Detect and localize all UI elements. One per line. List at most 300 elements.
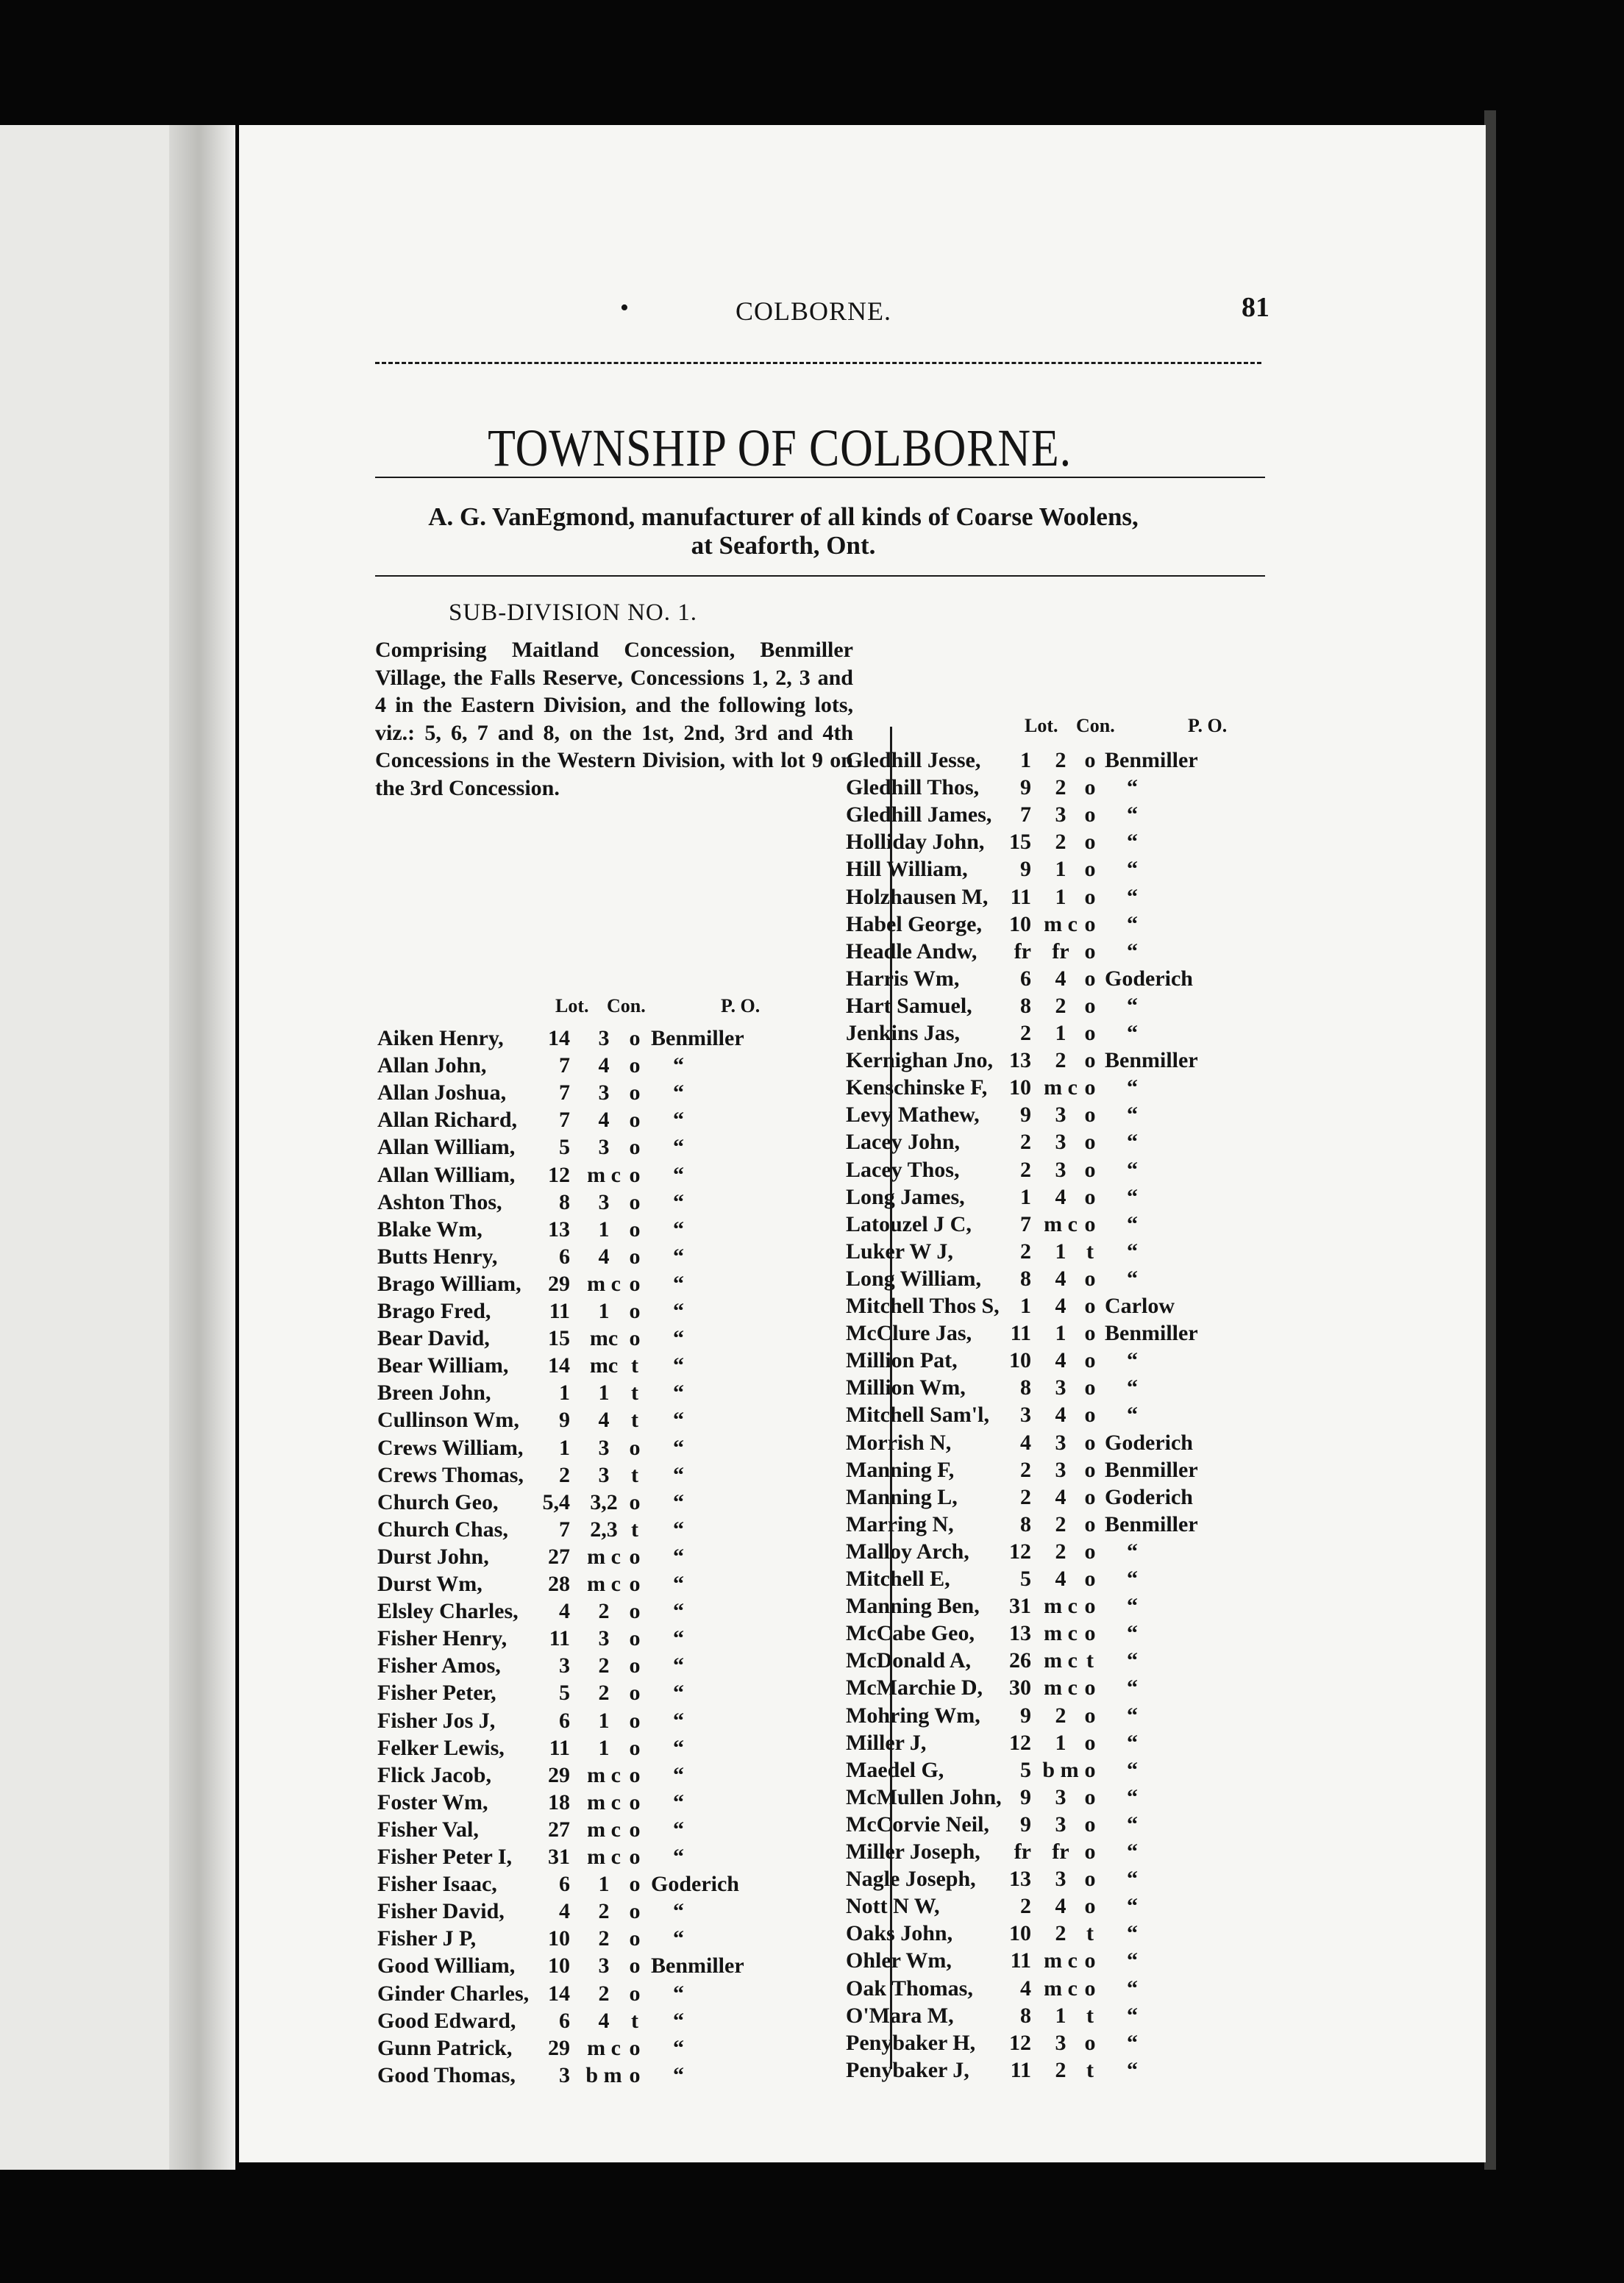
- entry-name: Manning L,: [846, 1484, 958, 1509]
- entry-post-office: “: [1127, 830, 1138, 855]
- entry-name: Allan Richard,: [377, 1108, 518, 1133]
- entry-tenure: o: [629, 1762, 641, 1787]
- entry-post-office: “: [673, 1899, 684, 1924]
- entry-name: Headle Andw,: [846, 939, 977, 964]
- entry-post-office: “: [673, 1108, 684, 1133]
- entry-tenure: o: [1084, 748, 1096, 772]
- entry-name: Good William,: [377, 1953, 516, 1979]
- entry-post-office: “: [1127, 1648, 1138, 1673]
- list-item: [846, 1021, 1302, 1048]
- entry-lot: 11: [1010, 2057, 1031, 2082]
- entry-con: m c: [587, 1845, 621, 1869]
- entry-lot: 26: [1009, 1648, 1031, 1673]
- list-item: [846, 1431, 1302, 1458]
- entry-lot: 12: [1009, 1539, 1031, 1564]
- list-item: [846, 1675, 1302, 1703]
- entry-con: 3: [1055, 2030, 1066, 2055]
- entry-con: 4: [1055, 1484, 1066, 1509]
- entry-con: m c: [587, 1544, 621, 1569]
- entry-con: m c: [1044, 911, 1078, 936]
- entry-con: 1: [1055, 884, 1066, 909]
- entry-post-office: Goderich: [1105, 966, 1193, 991]
- entry-lot: 9: [1020, 1812, 1031, 1837]
- entry-tenure: o: [1084, 1184, 1096, 1209]
- entry-name: Fisher Isaac,: [377, 1872, 497, 1897]
- list-item: [377, 1026, 833, 1053]
- entry-lot: 12: [1009, 1730, 1031, 1755]
- entry-post-office: “: [673, 1681, 684, 1706]
- entry-lot: 27: [548, 1544, 570, 1569]
- entry-post-office: Goderich: [1105, 1430, 1193, 1455]
- entry-lot: 11: [549, 1299, 570, 1323]
- list-item: [377, 1709, 833, 1736]
- list-item: [377, 1108, 833, 1135]
- list-item: [377, 1381, 833, 1408]
- entry-con: 3: [598, 1189, 610, 1214]
- list-item: [846, 2058, 1302, 2085]
- entry-post-office: “: [1127, 1348, 1138, 1373]
- entry-tenure: o: [1084, 1348, 1096, 1373]
- entry-tenure: o: [629, 1899, 641, 1924]
- page-edge: [1484, 110, 1496, 2170]
- entry-name: Million Wm,: [846, 1375, 966, 1400]
- entry-post-office: “: [1127, 1812, 1138, 1837]
- entry-name: Crews Thomas,: [377, 1462, 524, 1487]
- entry-post-office: “: [1127, 1703, 1138, 1728]
- list-item: [377, 1545, 833, 1572]
- entry-tenure: o: [1084, 1703, 1096, 1728]
- entry-lot: 6: [559, 1708, 570, 1733]
- list-item: [377, 1080, 833, 1108]
- entry-tenure: o: [1084, 1157, 1096, 1182]
- list-item: [846, 1321, 1302, 1348]
- entry-lot: 1: [1020, 748, 1031, 772]
- entry-name: Gledhill Thos,: [846, 775, 980, 800]
- advertisement-line-2: at Seaforth, Ont.: [691, 531, 876, 560]
- entry-lot: 1: [559, 1435, 570, 1460]
- list-item: [846, 1239, 1302, 1267]
- entry-con: m c: [1044, 1675, 1078, 1700]
- entry-name: Long William,: [846, 1266, 981, 1291]
- entry-name: Long James,: [846, 1184, 965, 1209]
- entry-post-office: “: [673, 1217, 684, 1242]
- entry-tenure: o: [1084, 2030, 1096, 2055]
- entry-con: 3,2: [590, 1489, 618, 1514]
- entry-con: 1: [598, 1299, 610, 1323]
- entry-lot: 6: [559, 1244, 570, 1269]
- list-item: [846, 1212, 1302, 1239]
- entry-post-office: “: [1127, 2030, 1138, 2055]
- entry-tenure: o: [629, 1681, 641, 1706]
- list-item: [377, 1272, 833, 1299]
- entry-tenure: o: [1084, 993, 1096, 1018]
- entry-con: 1: [598, 1872, 610, 1897]
- entry-name: Hart Samuel,: [846, 993, 972, 1018]
- list-item: [377, 1845, 833, 1872]
- list-item: [377, 1626, 833, 1653]
- entry-lot: 8: [1020, 993, 1031, 1018]
- po-header: P. O.: [721, 995, 761, 1016]
- entry-lot: 1: [1020, 1294, 1031, 1318]
- entry-lot: 9: [559, 1408, 570, 1433]
- list-item: [846, 1867, 1302, 1894]
- entry-con: m c: [1044, 1594, 1078, 1619]
- entry-tenure: t: [631, 2008, 638, 2033]
- entry-lot: 2: [1020, 1239, 1031, 1264]
- list-item: [377, 1217, 833, 1244]
- entry-tenure: o: [1084, 1430, 1096, 1455]
- entry-con: m c: [587, 1162, 621, 1187]
- entry-con: 3: [1055, 1430, 1066, 1455]
- entry-name: Allan William,: [377, 1162, 516, 1187]
- entry-name: Elsley Charles,: [377, 1599, 519, 1624]
- entry-name: Fisher Val,: [377, 1817, 479, 1842]
- directory-page: [239, 125, 1486, 2162]
- list-item: [846, 1839, 1302, 1867]
- entry-post-office: “: [673, 1544, 684, 1569]
- list-item: [846, 1267, 1302, 1294]
- header-rule: [375, 362, 1261, 364]
- entry-tenure: o: [1084, 1784, 1096, 1809]
- list-item: [846, 1894, 1302, 1921]
- entry-tenure: o: [629, 1653, 641, 1678]
- entry-con: 1: [598, 1735, 610, 1760]
- entry-lot: 29: [548, 1271, 570, 1296]
- entry-name: Durst Wm,: [377, 1572, 482, 1596]
- list-item: [846, 1130, 1302, 1157]
- entry-lot: 29: [548, 1762, 570, 1787]
- entry-lot: 3: [559, 2062, 570, 2087]
- entry-lot: 11: [549, 1626, 570, 1651]
- entry-tenure: o: [1084, 1211, 1096, 1236]
- entry-name: Habel George,: [846, 911, 982, 936]
- entry-con: 4: [598, 1244, 610, 1269]
- entry-name: Luker W J,: [846, 1239, 953, 1264]
- entry-post-office: “: [673, 1735, 684, 1760]
- list-item: [846, 857, 1302, 884]
- entry-name: Lacey Thos,: [846, 1157, 960, 1182]
- entry-tenure: o: [1084, 1867, 1096, 1892]
- entry-lot: 8: [1020, 1375, 1031, 1400]
- entry-lot: 10: [548, 1926, 570, 1951]
- list-item: [377, 1736, 833, 1763]
- entry-con: 2: [598, 1599, 610, 1624]
- entry-con: 4: [1055, 1184, 1066, 1209]
- entry-lot: 6: [559, 1872, 570, 1897]
- entry-lot: 27: [548, 1817, 570, 1842]
- entry-lot: 9: [1020, 1703, 1031, 1728]
- list-item: [846, 1458, 1302, 1485]
- entry-con: 1: [1055, 857, 1066, 882]
- entry-lot: 13: [1009, 1621, 1031, 1646]
- entry-post-office: “: [1127, 1021, 1138, 1045]
- entry-tenure: o: [629, 1189, 641, 1214]
- entry-name: Million Pat,: [846, 1348, 958, 1373]
- entry-tenure: o: [629, 1053, 641, 1078]
- entry-tenure: o: [1084, 966, 1096, 991]
- entry-con: 4: [598, 1408, 610, 1433]
- entry-name: McMarchie D,: [846, 1675, 983, 1700]
- entry-name: Nott N W,: [846, 1894, 940, 1919]
- entry-name: Foster Wm,: [377, 1789, 488, 1814]
- list-item: [377, 1953, 833, 1981]
- entry-tenure: t: [1086, 1648, 1094, 1673]
- entry-post-office: “: [673, 1326, 684, 1351]
- list-item: [846, 966, 1302, 994]
- entry-name: Manning F,: [846, 1457, 955, 1482]
- entry-post-office: “: [1127, 911, 1138, 936]
- entry-post-office: “: [673, 2008, 684, 2033]
- list-item: [377, 1790, 833, 1817]
- entry-name: Brago Fred,: [377, 1299, 491, 1323]
- entry-post-office: “: [1127, 1103, 1138, 1128]
- list-item: [846, 1812, 1302, 1839]
- entry-name: Ginder Charles,: [377, 1981, 530, 2006]
- entry-tenure: o: [629, 1599, 641, 1624]
- entry-con: mc: [589, 1353, 619, 1378]
- entry-name: Flick Jacob,: [377, 1762, 491, 1787]
- entry-con: 4: [1055, 1294, 1066, 1318]
- list-item: [377, 1899, 833, 1926]
- entry-con: 2: [598, 1653, 610, 1678]
- list-item: [377, 1926, 833, 1953]
- entry-lot: 5: [1020, 1567, 1031, 1591]
- entry-lot: 5: [559, 1681, 570, 1706]
- entry-name: Allan John,: [377, 1053, 487, 1078]
- entry-name: Oak Thomas,: [846, 1976, 973, 2001]
- entry-lot: 13: [1009, 1867, 1031, 1892]
- entry-post-office: “: [673, 1708, 684, 1733]
- entry-post-office: Benmiller: [1105, 748, 1198, 772]
- entry-lot: 4: [559, 1599, 570, 1624]
- entry-name: Ohler Wm,: [846, 1948, 952, 1973]
- entry-post-office: “: [1127, 1184, 1138, 1209]
- entry-lot: 8: [559, 1189, 570, 1214]
- entry-name: Bear David,: [377, 1326, 490, 1351]
- entry-post-office: “: [1127, 1757, 1138, 1782]
- list-item: [846, 939, 1302, 966]
- entry-con: 4: [1055, 1403, 1066, 1428]
- entry-name: Lacey John,: [846, 1130, 961, 1155]
- entry-tenure: o: [1084, 1457, 1096, 1482]
- entry-lot: 14: [548, 1353, 570, 1378]
- entry-name: Gledhill Jesse,: [846, 748, 981, 772]
- con-header: Con.: [607, 995, 646, 1016]
- entry-lot: 2: [1020, 1021, 1031, 1045]
- entry-tenure: t: [631, 1517, 638, 1542]
- entry-post-office: “: [673, 1599, 684, 1624]
- entry-lot: 13: [548, 1217, 570, 1242]
- entry-name: Nagle Joseph,: [846, 1867, 976, 1892]
- entry-post-office: “: [1127, 1266, 1138, 1291]
- entry-con: 3: [598, 1435, 610, 1460]
- entry-lot: 13: [1009, 1048, 1031, 1073]
- entry-con: m c: [1044, 1648, 1078, 1673]
- list-item: [846, 1567, 1302, 1594]
- list-item: [377, 1135, 833, 1162]
- entry-con: 2: [1055, 748, 1066, 772]
- list-item: [846, 1375, 1302, 1403]
- list-item: [846, 1158, 1302, 1185]
- entry-name: McClure Jas,: [846, 1321, 972, 1346]
- entry-name: Maedel G,: [846, 1757, 944, 1782]
- entry-lot: 5: [559, 1135, 570, 1160]
- entry-lot: 7: [559, 1053, 570, 1078]
- entry-con: 2: [598, 1899, 610, 1924]
- entry-name: Good Thomas,: [377, 2062, 516, 2087]
- entry-lot: 9: [1020, 1784, 1031, 1809]
- entry-name: Butts Henry,: [377, 1244, 498, 1269]
- entry-tenure: o: [629, 1326, 641, 1351]
- entry-name: Fisher J P,: [377, 1926, 477, 1951]
- entry-lot: 10: [1009, 911, 1031, 936]
- entry-tenure: o: [629, 1489, 641, 1514]
- entry-tenure: o: [1084, 1621, 1096, 1646]
- entry-name: Breen John,: [377, 1381, 491, 1406]
- entry-lot: 2: [1020, 1457, 1031, 1482]
- title-rule: [375, 477, 1265, 478]
- entry-post-office: “: [1127, 1130, 1138, 1155]
- entry-lot: 11: [1010, 1321, 1031, 1346]
- entry-tenure: o: [1084, 1321, 1096, 1346]
- entry-con: 3: [1055, 1867, 1066, 1892]
- entry-lot: 30: [1009, 1675, 1031, 1700]
- entry-lot: 8: [1020, 1511, 1031, 1536]
- entry-con: 3: [598, 1953, 610, 1979]
- entry-name: Mohring Wm,: [846, 1703, 980, 1728]
- entry-post-office: Carlow: [1105, 1294, 1175, 1318]
- entry-post-office: “: [673, 1080, 684, 1105]
- entry-con: 1: [598, 1381, 610, 1406]
- entry-name: Hill William,: [846, 857, 968, 882]
- entry-name: Holliday John,: [846, 830, 985, 855]
- list-item: [846, 1948, 1302, 1976]
- entry-tenure: o: [629, 1135, 641, 1160]
- list-item: [377, 1981, 833, 2009]
- entry-tenure: o: [629, 1026, 641, 1050]
- entry-name: Aiken Henry,: [377, 1026, 504, 1050]
- entry-con: m c: [587, 1762, 621, 1787]
- entry-tenure: o: [1084, 830, 1096, 855]
- list-item: [377, 2036, 833, 2063]
- entry-con: 2: [1055, 775, 1066, 800]
- entry-lot: 10: [1009, 1921, 1031, 1946]
- entry-con: 3: [1055, 1130, 1066, 1155]
- entry-tenure: t: [1086, 2003, 1094, 2028]
- entry-name: Fisher Peter,: [377, 1681, 496, 1706]
- entry-name: Allan William,: [377, 1135, 516, 1160]
- entry-tenure: o: [1084, 1567, 1096, 1591]
- entry-tenure: t: [631, 1353, 638, 1378]
- entry-post-office: “: [673, 1053, 684, 1078]
- entry-con: 1: [1055, 1730, 1066, 1755]
- entry-con: 2: [1055, 1511, 1066, 1536]
- entry-tenure: o: [1084, 1812, 1096, 1837]
- entry-name: Kenschinske F,: [846, 1075, 988, 1100]
- entry-con: 3: [1055, 1812, 1066, 1837]
- entry-con: 1: [598, 1708, 610, 1733]
- entry-name: Miller Joseph,: [846, 1839, 980, 1864]
- entry-tenure: o: [1084, 1948, 1096, 1973]
- entry-lot: 4: [559, 1899, 570, 1924]
- entry-post-office: “: [1127, 857, 1138, 882]
- entry-con: b m: [585, 2062, 622, 2087]
- entry-tenure: t: [1086, 1239, 1094, 1264]
- entry-post-office: “: [673, 1817, 684, 1842]
- entry-post-office: “: [673, 1653, 684, 1678]
- entry-con: 1: [1055, 2003, 1066, 2028]
- entry-lot: 31: [548, 1845, 570, 1869]
- entry-name: Marring N,: [846, 1511, 954, 1536]
- entry-lot: 18: [548, 1789, 570, 1814]
- entry-con: 4: [1055, 1266, 1066, 1291]
- list-item: [846, 1075, 1302, 1103]
- entry-tenure: o: [629, 1626, 641, 1651]
- entry-post-office: Benmiller: [1105, 1048, 1198, 1073]
- entry-lot: fr: [1014, 939, 1031, 964]
- entry-tenure: o: [1084, 1511, 1096, 1536]
- list-item: [846, 885, 1302, 912]
- entry-lot: 7: [1020, 802, 1031, 827]
- list-item: [377, 1353, 833, 1381]
- entry-post-office: “: [673, 1408, 684, 1433]
- page-number: 81: [1242, 292, 1269, 323]
- entry-post-office: “: [673, 1489, 684, 1514]
- entry-post-office: “: [1127, 775, 1138, 800]
- entry-tenure: o: [629, 1708, 641, 1733]
- list-item: [846, 1703, 1302, 1731]
- lot-header: Lot.: [1025, 715, 1058, 736]
- entry-tenure: o: [1084, 1484, 1096, 1509]
- entry-lot: 9: [1020, 775, 1031, 800]
- entry-name: Gunn Patrick,: [377, 2035, 513, 2060]
- list-item: [377, 1872, 833, 1899]
- entry-tenure: t: [1086, 1921, 1094, 1946]
- entry-lot: 9: [1020, 1103, 1031, 1128]
- entry-tenure: t: [631, 1408, 638, 1433]
- entry-con: 3: [1055, 1103, 1066, 1128]
- entry-lot: 11: [1010, 1948, 1031, 1973]
- entry-name: Church Chas,: [377, 1517, 508, 1542]
- list-item: [377, 2063, 833, 2090]
- entry-lot: fr: [1014, 1839, 1031, 1864]
- entry-name: Good Edward,: [377, 2008, 516, 2033]
- entry-post-office: “: [1127, 1921, 1138, 1946]
- entry-post-office: “: [1127, 1403, 1138, 1428]
- list-item: [846, 830, 1302, 857]
- entry-con: m c: [1044, 1948, 1078, 1973]
- entry-post-office: Benmiller: [1105, 1457, 1198, 1482]
- entry-tenure: o: [1084, 1266, 1096, 1291]
- entry-tenure: o: [1084, 857, 1096, 882]
- entry-name: McDonald A,: [846, 1648, 972, 1673]
- list-item: [846, 2031, 1302, 2058]
- entry-name: Crews William,: [377, 1435, 524, 1460]
- entry-post-office: Benmiller: [651, 1953, 744, 1979]
- list-item: [377, 1517, 833, 1545]
- entry-lot: 10: [1009, 1075, 1031, 1100]
- entry-post-office: “: [673, 1162, 684, 1187]
- entry-lot: 15: [1009, 830, 1031, 855]
- list-item: [377, 1053, 833, 1080]
- entry-post-office: “: [673, 1789, 684, 1814]
- entry-post-office: “: [673, 1135, 684, 1160]
- entry-name: Kernighan Jno,: [846, 1048, 994, 1073]
- entry-con: 3: [1055, 802, 1066, 827]
- entry-con: 3: [598, 1135, 610, 1160]
- list-item: [846, 1758, 1302, 1785]
- entry-con: mc: [589, 1326, 619, 1351]
